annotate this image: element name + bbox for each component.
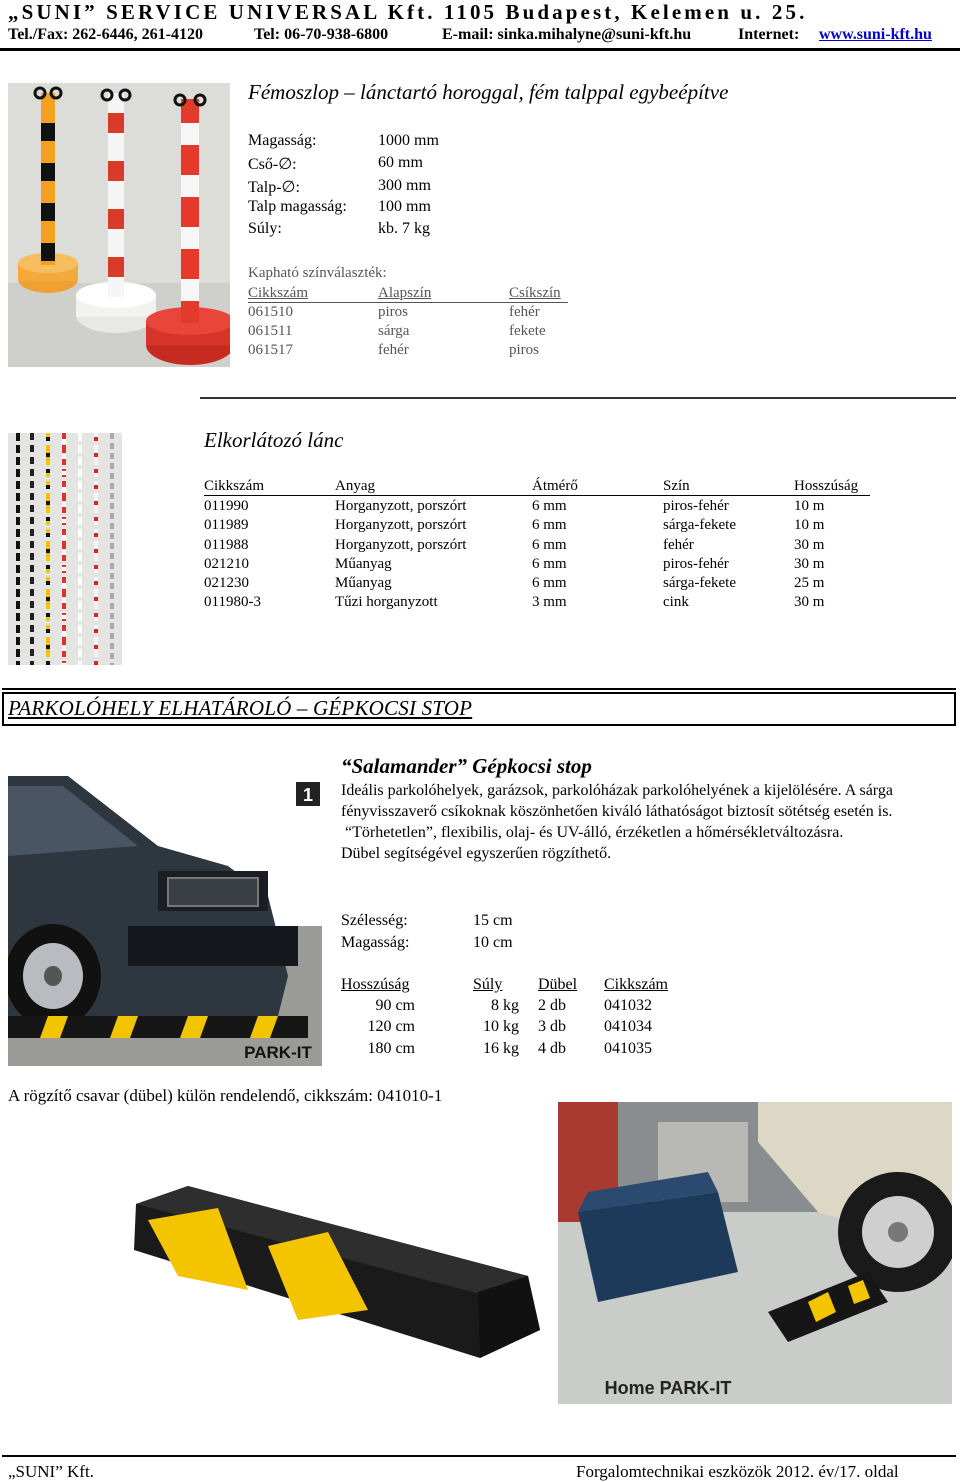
cell: piros-fehér bbox=[663, 498, 729, 514]
cell: 30 m bbox=[794, 594, 825, 610]
cell: piros bbox=[378, 304, 408, 320]
cell: fekete bbox=[509, 323, 546, 339]
cell: 2 db bbox=[538, 997, 566, 1014]
car-photo bbox=[8, 776, 322, 1066]
cell: 4 db bbox=[538, 1040, 566, 1057]
table-row bbox=[204, 556, 870, 574]
product-title: “Salamander” Gépkocsi stop bbox=[341, 754, 592, 778]
telfax: Tel./Fax: 262-6446, 261-4120 bbox=[8, 26, 203, 43]
chain-col: Szín bbox=[663, 478, 690, 494]
cell: 6 mm bbox=[532, 537, 567, 553]
cell: 6 mm bbox=[532, 498, 567, 514]
cell: sárga bbox=[378, 323, 410, 339]
section-top-rule bbox=[2, 688, 956, 690]
cell: 021210 bbox=[204, 556, 249, 572]
desc-paragraph: “Törhetetlen”, flexibilis, olaj- és UV-álló, érzéketlen a hőmérsékletváltozásra. bbox=[345, 824, 844, 841]
park-col: Hosszúság bbox=[341, 976, 410, 993]
image-caption: PARK-IT bbox=[244, 1043, 312, 1062]
company-header: „SUNI” SERVICE UNIVERSAL Kft. 1105 Budapest, Kelemen u. 25. bbox=[8, 0, 808, 24]
park-spec-label: Szélesség: bbox=[341, 912, 408, 929]
table-row bbox=[204, 498, 870, 516]
footer-rule bbox=[2, 1455, 956, 1457]
park-col: Súly bbox=[473, 976, 503, 993]
cell: 8 kg bbox=[491, 997, 519, 1014]
cell: Műanyag bbox=[335, 575, 392, 591]
section-divider bbox=[200, 397, 956, 399]
table-row bbox=[248, 323, 568, 341]
cell: 25 m bbox=[794, 575, 825, 591]
image-caption: Home PARK-IT bbox=[604, 1378, 732, 1398]
cell: 180 cm bbox=[367, 1040, 415, 1057]
cell: 3 db bbox=[538, 1018, 566, 1035]
cell: 041034 bbox=[604, 1018, 652, 1035]
pole-col-csikszin: Csíkszín bbox=[509, 285, 561, 301]
cell: 10 m bbox=[794, 517, 825, 533]
cell: 011980-3 bbox=[204, 594, 261, 610]
phone: Tel: 06-70-938-6800 bbox=[254, 26, 389, 43]
pole-table-header bbox=[248, 285, 568, 303]
header-rule bbox=[0, 48, 960, 51]
table-row bbox=[248, 304, 568, 322]
chain-title: Elkorlátozó lánc bbox=[204, 428, 344, 452]
cell: 10 m bbox=[794, 498, 825, 514]
cell: 041032 bbox=[604, 997, 652, 1014]
chain-col: Hosszúság bbox=[794, 478, 859, 494]
chain-photo bbox=[8, 433, 122, 665]
chain-col: Átmérő bbox=[532, 478, 578, 494]
colors-title: Kapható színválaszték: bbox=[248, 265, 387, 281]
chain-table-header bbox=[204, 478, 870, 496]
table-row bbox=[204, 575, 870, 593]
internet-label: Internet: bbox=[738, 26, 800, 43]
desc-paragraph: Dübel segítségével egyszerűen rögzíthető. bbox=[341, 845, 612, 862]
cell: sárga-fekete bbox=[663, 517, 737, 533]
cell: 061517 bbox=[248, 342, 293, 358]
chain-col: Anyag bbox=[335, 478, 375, 494]
pole-spec-label: Talp magasság: bbox=[248, 198, 347, 215]
table-row bbox=[341, 997, 681, 1017]
cell: Horganyzott, porszórt bbox=[335, 517, 467, 533]
table-row bbox=[204, 517, 870, 535]
cell: 061511 bbox=[248, 323, 293, 339]
cell: 30 m bbox=[794, 556, 825, 572]
cell: 011988 bbox=[204, 537, 249, 553]
cell: 90 cm bbox=[375, 997, 415, 1014]
cell: 6 mm bbox=[532, 556, 567, 572]
park-table-header bbox=[341, 976, 681, 996]
pole-col-alapszin: Alapszín bbox=[378, 285, 432, 301]
website-link[interactable]: www.suni-kft.hu bbox=[819, 26, 932, 43]
cell: piros bbox=[509, 342, 539, 358]
desc-paragraph: Ideális parkolóhelyek, garázsok, parkolóházak parkolóhelyének a kijelölésére. A sárga fényvisszaverő csíkoknak köszönhetően kiváló láthatóságot biztosít sötétség esetén is. bbox=[341, 782, 893, 820]
cell: 120 cm bbox=[367, 1018, 415, 1035]
park-spec-value: 15 cm bbox=[473, 912, 513, 929]
pole-photo bbox=[8, 83, 230, 367]
cell: 6 mm bbox=[532, 575, 567, 591]
garage-photo bbox=[558, 1102, 952, 1404]
email: E-mail: sinka.mihalyne@suni-kft.hu bbox=[442, 26, 692, 43]
park-spec-label: Magasság: bbox=[341, 934, 410, 951]
cell: fehér bbox=[378, 342, 409, 358]
pole-spec-label: Talp-∅: bbox=[248, 179, 300, 196]
pole-spec-value: 300 mm bbox=[378, 177, 431, 194]
park-col: Cikkszám bbox=[604, 976, 668, 993]
footer-right: Forgalomtechnikai eszközök 2012. év/17. oldal bbox=[576, 1462, 899, 1481]
table-row bbox=[248, 342, 568, 360]
cell: 011989 bbox=[204, 517, 249, 533]
park-col: Dübel bbox=[538, 976, 578, 993]
product-desc bbox=[341, 780, 953, 864]
cell: 30 m bbox=[794, 537, 825, 553]
contact-line bbox=[8, 26, 958, 46]
cell: Műanyag bbox=[335, 556, 392, 572]
pole-col-cikkszam: Cikkszám bbox=[248, 285, 308, 301]
image-badge: 1 bbox=[302, 785, 314, 805]
cell: 021230 bbox=[204, 575, 249, 591]
cell: fehér bbox=[663, 537, 694, 553]
park-spec-value: 10 cm bbox=[473, 934, 513, 951]
cell: 6 mm bbox=[532, 517, 567, 533]
cell: piros-fehér bbox=[663, 556, 729, 572]
cell: sárga-fekete bbox=[663, 575, 737, 591]
table-row bbox=[204, 594, 870, 612]
table-row bbox=[341, 1040, 681, 1060]
cell: Horganyzott, porszórt bbox=[335, 498, 467, 514]
cell: Tűzi horganyzott bbox=[335, 594, 438, 610]
cell: 10 kg bbox=[483, 1018, 519, 1035]
pole-spec-value: 60 mm bbox=[378, 154, 423, 171]
pole-spec-label: Súly: bbox=[248, 220, 282, 237]
fixing-note: A rögzítő csavar (dübel) külön rendelendő, cikkszám: 041010-1 bbox=[8, 1086, 443, 1105]
pole-title: Fémoszlop – lánctartó horoggal, fém talppal egybeépítve bbox=[248, 80, 729, 104]
pole-spec-value: 100 mm bbox=[378, 198, 431, 215]
section-title: PARKOLÓHELY ELHATÁROLÓ – GÉPKOCSI STOP bbox=[8, 696, 473, 720]
cell: Horganyzott, porszórt bbox=[335, 537, 467, 553]
pole-spec-label: Magasság: bbox=[248, 132, 317, 149]
cell: 3 mm bbox=[532, 594, 567, 610]
cell: 041035 bbox=[604, 1040, 652, 1057]
cell: 011990 bbox=[204, 498, 249, 514]
pole-spec-value: kb. 7 kg bbox=[378, 220, 430, 237]
footer-left: „SUNI” Kft. bbox=[8, 1462, 94, 1481]
table-row bbox=[204, 537, 870, 555]
cell: 16 kg bbox=[483, 1040, 519, 1057]
wheel-stop-photo bbox=[128, 1180, 548, 1362]
cell: fehér bbox=[509, 304, 540, 320]
pole-spec-label: Cső-∅: bbox=[248, 156, 297, 173]
cell: cink bbox=[663, 594, 689, 610]
chain-col: Cikkszám bbox=[204, 478, 264, 494]
pole-spec-value: 1000 mm bbox=[378, 132, 439, 149]
table-row bbox=[341, 1018, 681, 1038]
cell: 061510 bbox=[248, 304, 293, 320]
